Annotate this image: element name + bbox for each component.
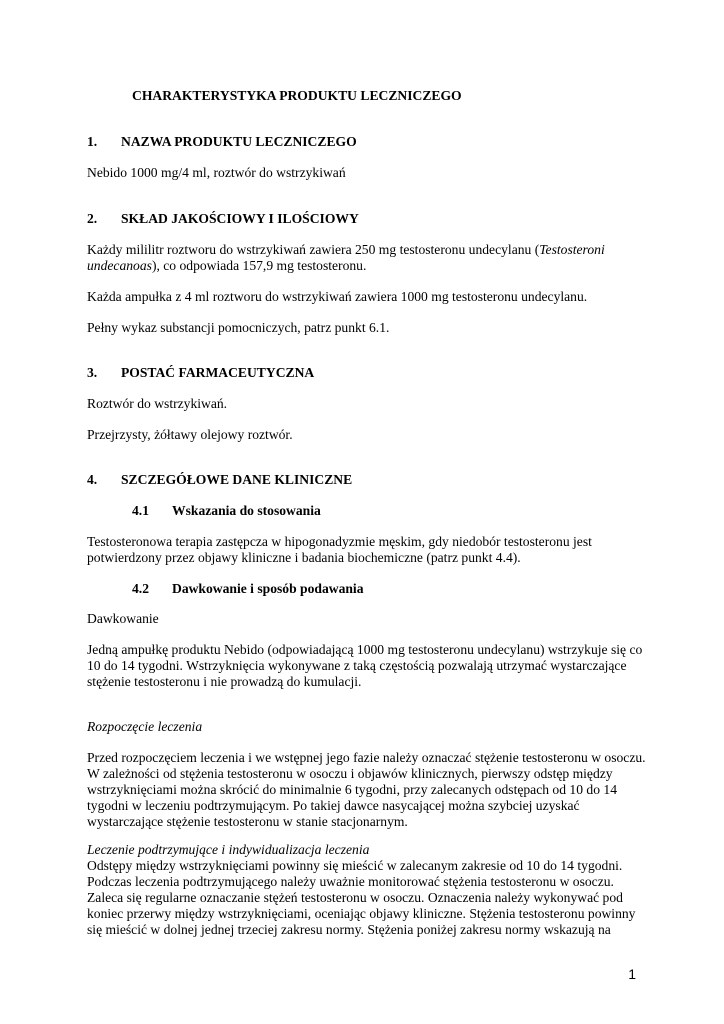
- subsection-4-2-number: 4.2: [132, 581, 149, 596]
- section-2-heading: SKŁAD JAKOŚCIOWY I ILOŚCIOWY: [121, 211, 359, 226]
- maintenance-line: Podczas leczenia podtrzymującego należy uważnie monitorować stężenia testosteronu w osoczu.: [87, 874, 614, 889]
- subsection-4-1-number: 4.1: [132, 503, 149, 518]
- subsection-4-1-heading: Wskazania do stosowania: [172, 503, 321, 518]
- indication-line: Testosteronowa terapia zastępcza w hipogonadyzmie męskim, gdy niedobór testosteronu jest: [87, 534, 592, 549]
- composition-text-a: Każdy mililitr roztworu do wstrzykiwań zawiera 250 mg testosteronu undecylanu (: [87, 242, 540, 257]
- treatment-start-line: tygodni w leczeniu podtrzymującym. Po takiej dawce nasycającej można szybciej uzyskać: [87, 798, 580, 813]
- composition-line-2: [87, 257, 366, 274]
- maintenance-line: Zaleca się regularne oznaczanie stężeń testosteronu w osoczu. Oznaczenia należy wykonywać pod: [87, 890, 623, 905]
- page-number: 1: [628, 966, 636, 982]
- maintenance-line: się mieścić w dolnej jednej trzeciej zakresu normy. Stężenia poniżej zakresu normy wskazują na: [87, 922, 611, 937]
- section-4-number: 4.: [87, 472, 98, 487]
- latin-name-b: undecanoas: [87, 258, 152, 273]
- product-name-text: Nebido 1000 mg/4 ml, roztwór do wstrzykiwań: [87, 165, 346, 180]
- dosage-subheading: Dawkowanie: [87, 611, 159, 626]
- section-1-number: 1.: [87, 134, 98, 149]
- maintenance-line: Odstępy między wstrzyknięciami powinny się mieścić w zalecanym zakresie od 10 do 14 tygodni.: [87, 858, 623, 873]
- section-1-heading: NAZWA PRODUKTU LECZNICZEGO: [121, 134, 357, 149]
- treatment-start-heading: Rozpoczęcie leczenia: [87, 719, 203, 734]
- latin-name-a: Testosteroni: [539, 242, 605, 257]
- treatment-start-line: wystarczające stężenie testosteronu w stanie stacjonarnym.: [87, 814, 408, 829]
- ampoule-text: Każda ampułka z 4 ml roztworu do wstrzykiwań zawiera 1000 mg testosteronu undecylanu.: [87, 289, 588, 304]
- form-text-2: Przejrzysty, żółtawy olejowy roztwór.: [87, 427, 293, 442]
- maintenance-heading: Leczenie podtrzymujące i indywidualizacja leczenia: [87, 842, 370, 857]
- section-3-number: 3.: [87, 365, 98, 380]
- form-text-1: Roztwór do wstrzykiwań.: [87, 396, 228, 411]
- document-title: CHARAKTERYSTYKA PRODUKTU LECZNICZEGO: [132, 88, 462, 103]
- dosage-line: 10 do 14 tygodni. Wstrzyknięcia wykonywane z taką częstością pozwalają utrzymać wystarczające: [87, 658, 627, 673]
- treatment-start-line: wstrzyknięciami można skrócić do minimalnie 6 tygodni, przy zalecanych odstępach od 10 do 14: [87, 782, 618, 797]
- dosage-line: Jedną ampułkę produktu Nebido (odpowiadającą 1000 mg testosteronu undecylanu) wstrzykuje się co: [87, 642, 643, 657]
- composition-text-d: ), co odpowiada 157,9 mg testosteronu.: [151, 258, 367, 273]
- section-3-heading: POSTAĆ FARMACEUTYCZNA: [121, 365, 315, 380]
- dosage-line: stężenie testosteronu i nie prowadzą do kumulacji.: [87, 674, 362, 689]
- treatment-start-line: W zależności od stężenia testosteronu w osoczu i objawów klinicznych, pierwszy odstęp między: [87, 766, 613, 781]
- section-4-heading: SZCZEGÓŁOWE DANE KLINICZNE: [121, 472, 353, 487]
- treatment-start-line: Przed rozpoczęciem leczenia i we wstępnej jego fazie należy oznaczać stężenie testosteronu w osoczu.: [87, 750, 646, 765]
- excipients-text: Pełny wykaz substancji pomocniczych, patrz punkt 6.1.: [87, 320, 390, 335]
- composition-line-1: [87, 241, 605, 258]
- section-2-number: 2.: [87, 211, 98, 226]
- indication-line: potwierdzony przez objawy kliniczne i badania biochemiczne (patrz punkt 4.4).: [87, 550, 521, 565]
- subsection-4-2-heading: Dawkowanie i sposób podawania: [172, 581, 364, 596]
- maintenance-line: koniec przerwy między wstrzyknięciami, oceniając objawy kliniczne. Stężenia testosteronu powinny: [87, 906, 636, 921]
